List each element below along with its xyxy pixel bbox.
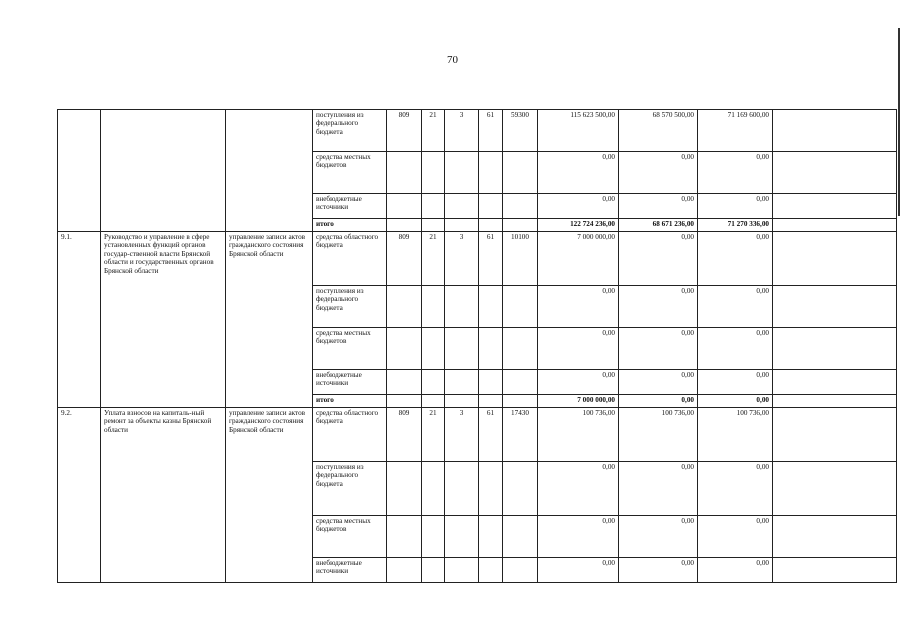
code-pr-cell (445, 152, 479, 194)
row-number-cell: 9.1. (58, 232, 101, 408)
extra-column-cell (773, 395, 897, 408)
code-program-cell (479, 462, 503, 516)
amount-year-2-cell: 71 270 336,00 (698, 219, 773, 232)
code-pr-cell: 3 (445, 110, 479, 152)
code-pr-cell (445, 328, 479, 370)
code-program-cell (479, 152, 503, 194)
amount-year-2-cell: 0,00 (698, 286, 773, 328)
activity-name-cell (101, 110, 226, 232)
table-row (58, 110, 897, 152)
amount-year-2-cell: 0,00 (698, 232, 773, 286)
amount-year-1-cell: 0,00 (619, 286, 698, 328)
code-rz-cell (422, 462, 445, 516)
code-rz-cell: 21 (422, 408, 445, 462)
code-program-cell: 61 (479, 408, 503, 462)
amount-year-1-cell: 0,00 (619, 232, 698, 286)
extra-column-cell (773, 194, 897, 219)
funding-source-cell: поступления из федерального бюджета (313, 462, 387, 516)
code-rz-cell (422, 152, 445, 194)
code-kcsr-cell (503, 370, 538, 395)
code-rz-cell (422, 219, 445, 232)
code-kcsr-cell (503, 395, 538, 408)
funding-source-cell: поступления из федерального бюджета (313, 286, 387, 328)
code-kcsr-cell (503, 194, 538, 219)
code-kcsr-cell (503, 516, 538, 558)
code-kcsr-cell (503, 558, 538, 583)
activity-name-cell: Руководство и управление в сфере установленных функций органов государ-ственной власти Брянской области и государственных органов Брянской области (101, 232, 226, 408)
scan-margin-line (898, 28, 900, 216)
code-grbs-cell (387, 219, 422, 232)
amount-year-2-cell: 0,00 (698, 194, 773, 219)
amount-year-1-cell: 100 736,00 (619, 408, 698, 462)
code-program-cell (479, 395, 503, 408)
amount-year-1-cell: 0,00 (619, 152, 698, 194)
amount-year-1-cell: 68 570 500,00 (619, 110, 698, 152)
extra-column-cell (773, 558, 897, 583)
code-kcsr-cell: 17430 (503, 408, 538, 462)
amount-year-1-cell: 68 671 236,00 (619, 219, 698, 232)
funding-source-cell: итого (313, 219, 387, 232)
extra-column-cell (773, 328, 897, 370)
code-pr-cell (445, 395, 479, 408)
page-number: 70 (447, 54, 458, 66)
funding-source-cell: внебюджетные источники (313, 370, 387, 395)
amount-total-cell: 0,00 (538, 286, 619, 328)
code-grbs-cell (387, 328, 422, 370)
amount-year-1-cell: 0,00 (619, 558, 698, 583)
funding-source-cell: внебюджетные источники (313, 194, 387, 219)
code-pr-cell (445, 194, 479, 219)
funding-source-cell: средства местных бюджетов (313, 152, 387, 194)
funding-source-cell: средства областного бюджета (313, 232, 387, 286)
funding-source-cell: поступления из федерального бюджета (313, 110, 387, 152)
code-grbs-cell: 809 (387, 408, 422, 462)
code-grbs-cell (387, 286, 422, 328)
code-rz-cell (422, 558, 445, 583)
code-kcsr-cell (503, 286, 538, 328)
funding-source-cell: средства местных бюджетов (313, 516, 387, 558)
extra-column-cell (773, 370, 897, 395)
code-kcsr-cell (503, 462, 538, 516)
amount-total-cell: 115 623 500,00 (538, 110, 619, 152)
code-program-cell (479, 286, 503, 328)
code-grbs-cell (387, 395, 422, 408)
amount-year-2-cell: 0,00 (698, 462, 773, 516)
amount-year-1-cell: 0,00 (619, 194, 698, 219)
code-pr-cell (445, 370, 479, 395)
extra-column-cell (773, 152, 897, 194)
code-program-cell (479, 370, 503, 395)
extra-column-cell (773, 110, 897, 152)
activity-name-cell: Уплата взносов на капиталь-ный ремонт за объекты казны Брянской области (101, 408, 226, 583)
budget-table (57, 109, 897, 583)
code-program-cell (479, 516, 503, 558)
code-grbs-cell (387, 516, 422, 558)
funding-source-cell: средства областного бюджета (313, 408, 387, 462)
code-pr-cell: 3 (445, 232, 479, 286)
extra-column-cell (773, 219, 897, 232)
amount-year-1-cell: 0,00 (619, 462, 698, 516)
code-pr-cell: 3 (445, 408, 479, 462)
code-grbs-cell: 809 (387, 232, 422, 286)
amount-total-cell: 0,00 (538, 558, 619, 583)
code-rz-cell (422, 328, 445, 370)
amount-total-cell: 0,00 (538, 370, 619, 395)
code-pr-cell (445, 286, 479, 328)
code-rz-cell (422, 370, 445, 395)
code-grbs-cell (387, 194, 422, 219)
code-rz-cell: 21 (422, 110, 445, 152)
code-program-cell (479, 194, 503, 219)
amount-total-cell: 7 000 000,00 (538, 395, 619, 408)
amount-year-2-cell: 100 736,00 (698, 408, 773, 462)
code-pr-cell (445, 219, 479, 232)
amount-year-1-cell: 0,00 (619, 395, 698, 408)
amount-total-cell: 0,00 (538, 516, 619, 558)
code-pr-cell (445, 516, 479, 558)
row-number-cell (58, 110, 101, 232)
code-rz-cell (422, 395, 445, 408)
extra-column-cell (773, 286, 897, 328)
code-rz-cell: 21 (422, 232, 445, 286)
amount-total-cell: 7 000 000,00 (538, 232, 619, 286)
amount-year-2-cell: 0,00 (698, 395, 773, 408)
amount-total-cell: 0,00 (538, 462, 619, 516)
code-grbs-cell: 809 (387, 110, 422, 152)
code-grbs-cell (387, 152, 422, 194)
code-program-cell (479, 328, 503, 370)
table-row (58, 232, 897, 286)
funding-source-cell: средства местных бюджетов (313, 328, 387, 370)
amount-year-2-cell: 0,00 (698, 516, 773, 558)
funding-source-cell: внебюджетные источники (313, 558, 387, 583)
code-pr-cell (445, 558, 479, 583)
code-program-cell (479, 219, 503, 232)
code-rz-cell (422, 194, 445, 219)
extra-column-cell (773, 232, 897, 286)
code-grbs-cell (387, 462, 422, 516)
executor-cell: управление записи актов гражданского состояния Брянской области (226, 408, 313, 583)
amount-total-cell: 122 724 236,00 (538, 219, 619, 232)
amount-total-cell: 0,00 (538, 194, 619, 219)
row-number-cell: 9.2. (58, 408, 101, 583)
extra-column-cell (773, 516, 897, 558)
amount-total-cell: 0,00 (538, 328, 619, 370)
code-program-cell: 61 (479, 110, 503, 152)
code-program-cell (479, 558, 503, 583)
table-row (58, 408, 897, 462)
executor-cell: управление записи актов гражданского состояния Брянской области (226, 232, 313, 408)
code-rz-cell (422, 286, 445, 328)
code-program-cell: 61 (479, 232, 503, 286)
amount-year-2-cell: 0,00 (698, 328, 773, 370)
amount-total-cell: 100 736,00 (538, 408, 619, 462)
code-grbs-cell (387, 558, 422, 583)
code-kcsr-cell: 59300 (503, 110, 538, 152)
code-kcsr-cell (503, 219, 538, 232)
code-kcsr-cell: 10100 (503, 232, 538, 286)
amount-year-2-cell: 0,00 (698, 370, 773, 395)
code-pr-cell (445, 462, 479, 516)
code-grbs-cell (387, 370, 422, 395)
amount-total-cell: 0,00 (538, 152, 619, 194)
amount-year-2-cell: 71 169 600,00 (698, 110, 773, 152)
executor-cell (226, 110, 313, 232)
funding-source-cell: итого (313, 395, 387, 408)
amount-year-1-cell: 0,00 (619, 516, 698, 558)
code-kcsr-cell (503, 152, 538, 194)
amount-year-1-cell: 0,00 (619, 328, 698, 370)
extra-column-cell (773, 408, 897, 462)
extra-column-cell (773, 462, 897, 516)
amount-year-1-cell: 0,00 (619, 370, 698, 395)
amount-year-2-cell: 0,00 (698, 152, 773, 194)
code-kcsr-cell (503, 328, 538, 370)
code-rz-cell (422, 516, 445, 558)
amount-year-2-cell: 0,00 (698, 558, 773, 583)
